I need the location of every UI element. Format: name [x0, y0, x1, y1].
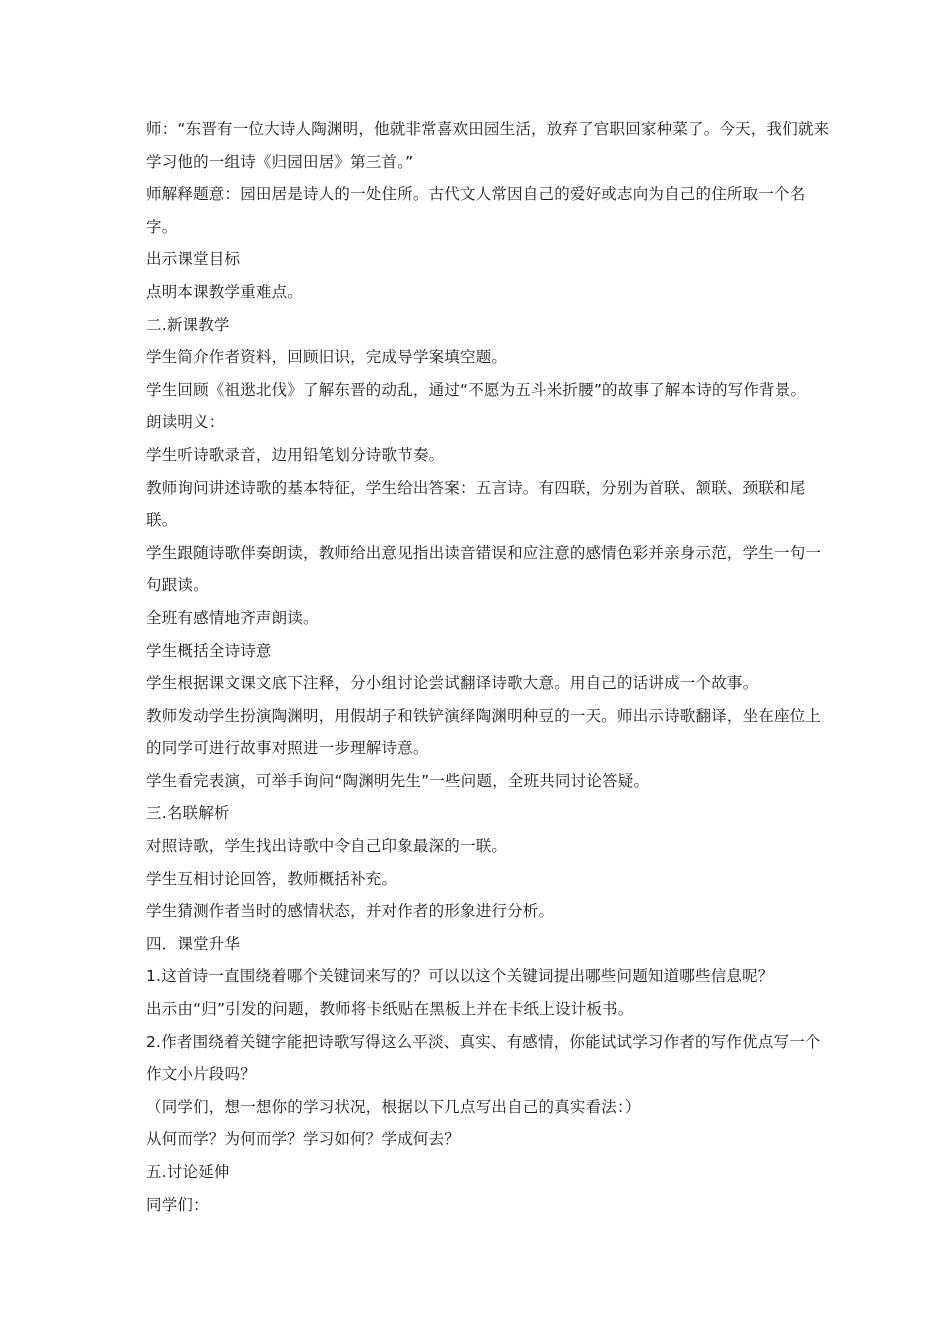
paragraph: 师解释题意：园田居是诗人的一处住所。古代文人常因自己的爱好或志向为自己的住所取一个名字。 [146, 185, 806, 236]
paragraph: 2.作者围绕着关键字能把诗歌写得这么平淡、真实、有感情，你能试试学习作者的写作优点写一个作文小片段吗？ [146, 1032, 821, 1084]
section-heading: 三.名联解析 [146, 804, 230, 823]
paragraph: 全班有感情地齐声朗读。 [146, 608, 319, 627]
paragraph: 从何而学？为何而学？学习如何？学成何去？ [146, 1130, 461, 1149]
paragraph: 学生跟随诗歌伴奏朗读，教师给出意见指出读音错误和应注意的感情色彩并亲身示范，学生一句一句跟读。 [146, 543, 822, 595]
paragraph: 点明本课教学重难点。 [146, 282, 304, 301]
paragraph: 出示课堂目标 [146, 250, 241, 269]
paragraph: 教师询问讲述诗歌的基本特征，学生给出答案：五言诗。有四联，分别为首联、颔联、颈联和尾联。 [146, 478, 806, 530]
section-heading: 四．课堂升华 [146, 934, 241, 953]
paragraph: 学生概括全诗诗意 [146, 641, 272, 660]
paragraph: 学生简介作者资料，回顾旧识，完成导学案填空题。 [146, 348, 508, 367]
paragraph: 学生看完表演，可举手询问“陶渊明先生”一些问题，全班共同讨论答疑。 [146, 771, 650, 790]
paragraph: （同学们，想一想你的学习状况，根据以下几点写出自己的真实看法：） [146, 1097, 641, 1116]
paragraph: 对照诗歌，学生找出诗歌中令自己印象最深的一联。 [146, 837, 508, 856]
paragraph: 教师发动学生扮演陶渊明，用假胡子和铁铲演绎陶渊明种豆的一天。师出示诗歌翻译，坐在座位上的同学可进行故事对照进一步理解诗意。 [146, 706, 822, 758]
paragraph: 学生互相讨论回答，教师概括补充。 [146, 869, 398, 888]
section-heading: 五.讨论延伸 [146, 1163, 230, 1181]
paragraph: 学生猜测作者当时的感情状态，并对作者的形象进行分析。 [146, 902, 555, 921]
paragraph: 学生根据课文课文底下注释，分小组讨论尝试翻译诗歌大意。用自己的话讲成一个故事。 [146, 674, 759, 693]
paragraph: 同学们： [146, 1195, 209, 1214]
paragraph: 1.这首诗一直围绕着哪个关键词来写的？可以以这个关键词提出哪些问题知道哪些信息呢？ [146, 967, 774, 986]
section-heading: 二.新课教学 [146, 315, 230, 334]
paragraph: 出示由“归”引发的问题，教师将卡纸贴在黑板上并在卡纸上设计板书。 [146, 1000, 634, 1019]
paragraph: 学生听诗歌录音，边用铅笔划分诗歌节奏。 [146, 445, 445, 464]
paragraph: 师：“东晋有一位大诗人陶渊明，他就非常喜欢田园生活，放弃了官职回家种菜了。今天，我们就来学习他的一组诗《归园田居》第三首。” [146, 120, 830, 171]
paragraph: 朗读明义： [146, 413, 225, 432]
paragraph: 学生回顾《祖逖北伐》了解东晋的动乱，通过“不愿为五斗米折腰”的故事了解本诗的写作背景。 [146, 380, 807, 399]
lesson-plan-body [146, 113, 836, 1221]
